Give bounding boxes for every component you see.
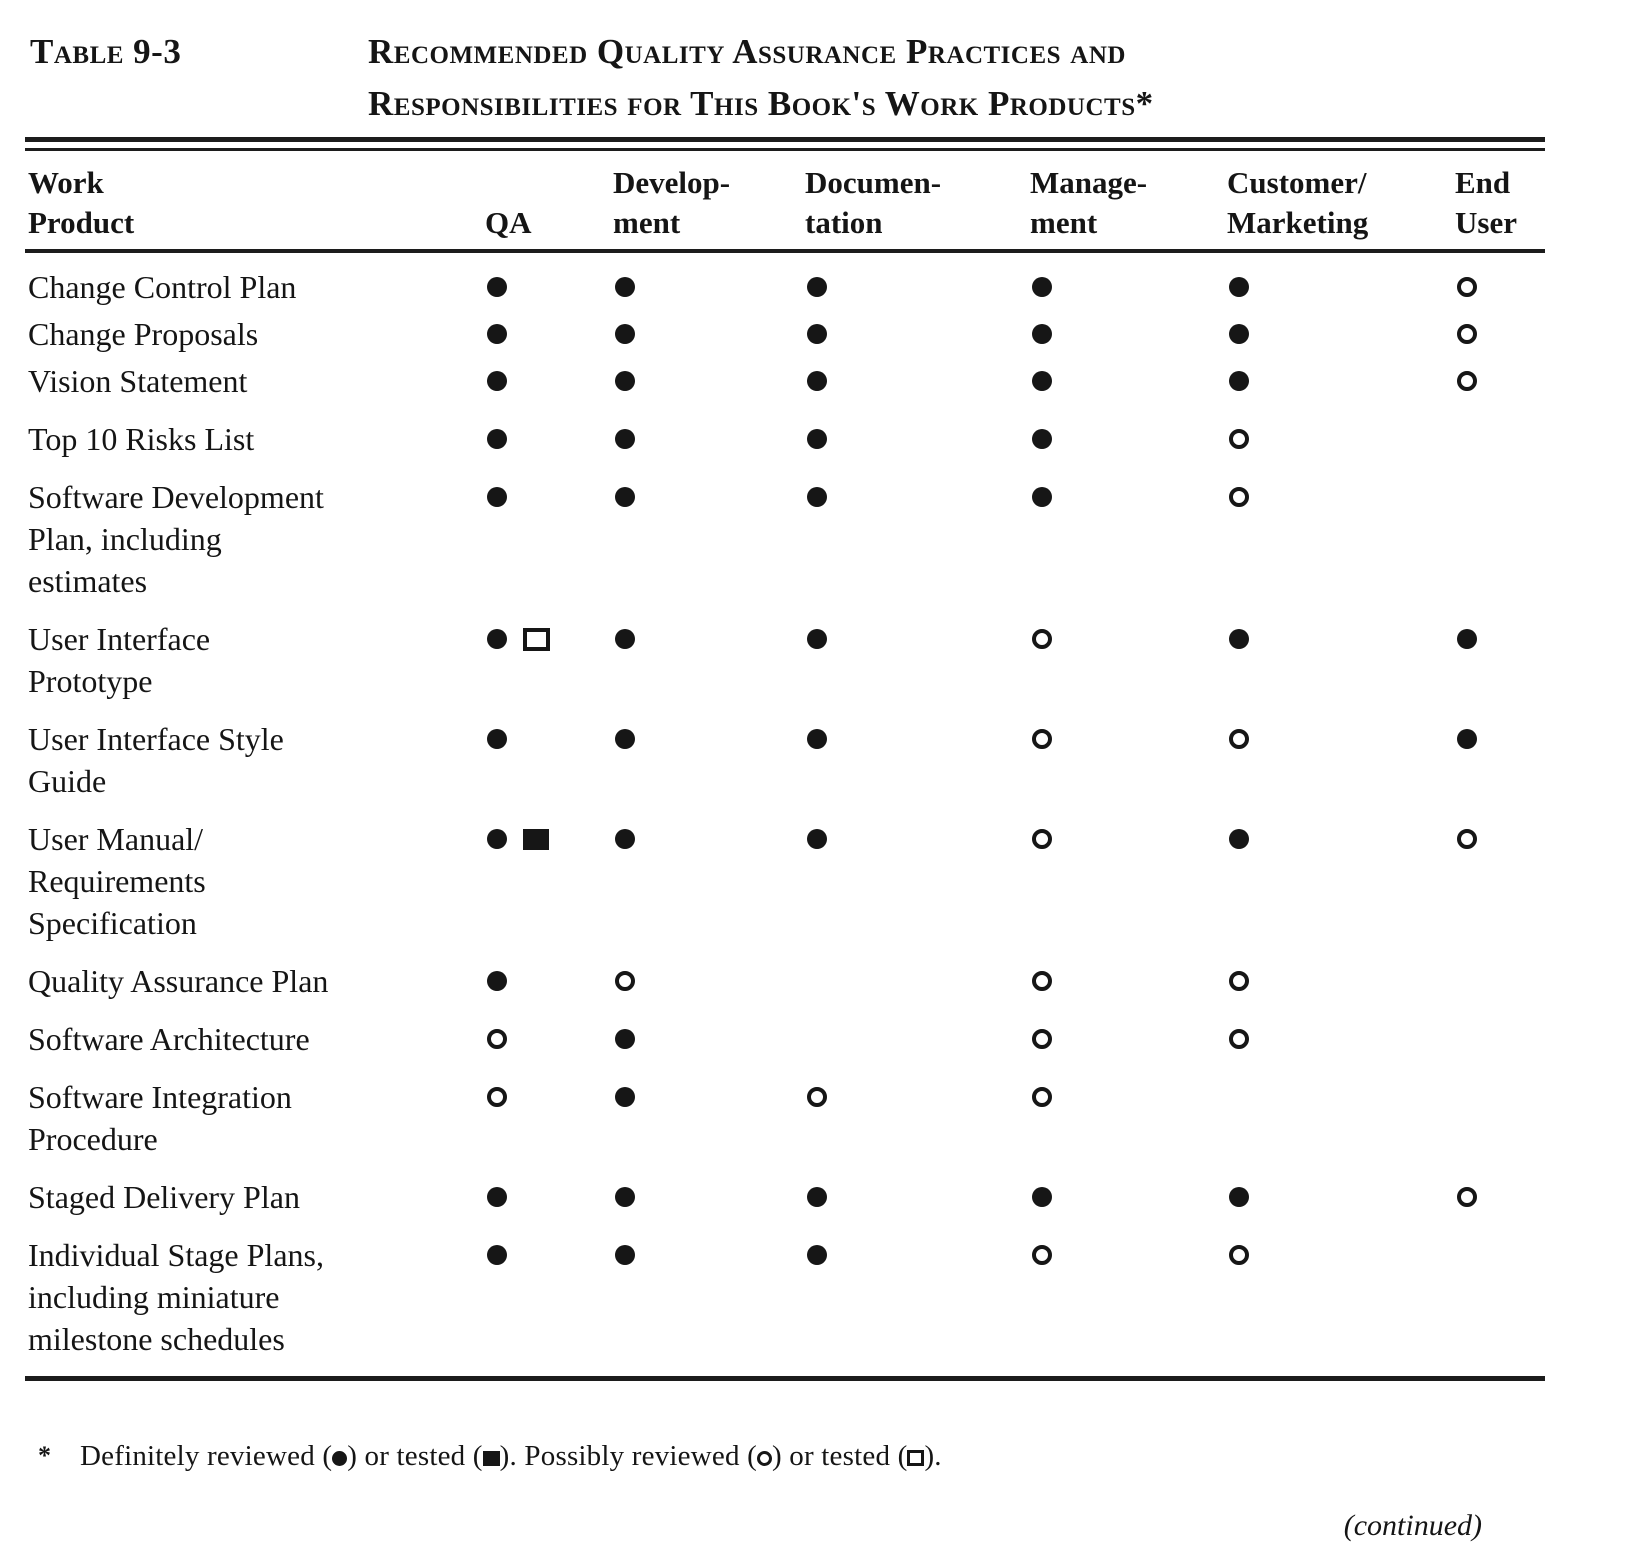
matrix-cell (480, 960, 608, 1002)
table-row (25, 1018, 1545, 1060)
matrix-cell (1025, 360, 1222, 402)
filled-circle-icon (1229, 829, 1249, 849)
header-row (25, 151, 1545, 249)
table-row (25, 1176, 1545, 1218)
matrix-cell (1025, 1234, 1222, 1276)
work-product-label: Change Control Plan (28, 269, 297, 305)
footnote (38, 1437, 1632, 1475)
open-circle-icon (1032, 829, 1052, 849)
matrix-cell (480, 1176, 608, 1218)
matrix-cell (608, 1176, 800, 1218)
filled-circle-icon (615, 371, 635, 391)
matrix-cell (608, 718, 800, 760)
open-circle-icon (1032, 629, 1052, 649)
work-product-label: Individual Stage Plans, including miniature milestone schedules (28, 1237, 324, 1357)
open-square-icon (907, 1450, 924, 1466)
table-row (25, 1076, 1545, 1160)
column-header-end-user: End User (1455, 165, 1517, 240)
matrix-cell (480, 1234, 608, 1276)
open-circle-icon (1457, 324, 1477, 344)
filled-circle-icon (807, 729, 827, 749)
column-header-customer-marketing: Customer/ Marketing (1227, 165, 1369, 240)
column-header-qa: QA (485, 205, 532, 240)
filled-circle-icon (615, 324, 635, 344)
matrix-cell (1450, 360, 1545, 402)
open-circle-icon (807, 1087, 827, 1107)
open-circle-icon (757, 1451, 772, 1466)
table-title-line-1: Recommended Quality Assurance Practices and (368, 32, 1126, 71)
filled-circle-icon (487, 277, 507, 297)
matrix-cell (480, 718, 608, 760)
table-row (25, 1234, 1545, 1360)
filled-circle-icon (1032, 277, 1052, 297)
matrix-cell (800, 1176, 1025, 1218)
work-product-label: Quality Assurance Plan (28, 963, 329, 999)
matrix-cell (1222, 618, 1450, 660)
continued-label: (continued) (1343, 1509, 1482, 1542)
matrix-cell (608, 818, 800, 860)
matrix-cell (1025, 818, 1222, 860)
matrix-cell (1450, 418, 1545, 460)
column-header-development: Develop- ment (613, 165, 731, 240)
filled-circle-icon (1457, 729, 1477, 749)
filled-circle-icon (807, 1245, 827, 1265)
matrix-cell (608, 313, 800, 355)
matrix-cell (1450, 618, 1545, 660)
filled-circle-icon (1032, 1187, 1052, 1207)
filled-circle-icon (1032, 487, 1052, 507)
matrix-cell (800, 266, 1025, 308)
matrix-cell (480, 1076, 608, 1118)
matrix-cell (1450, 818, 1545, 860)
table-title (368, 26, 1154, 130)
matrix-cell (800, 618, 1025, 660)
matrix-cell (1222, 476, 1450, 518)
filled-circle-icon (1229, 324, 1249, 344)
matrix-cell (1222, 1234, 1450, 1276)
matrix-cell (800, 1018, 1025, 1060)
work-product-label: Staged Delivery Plan (28, 1179, 300, 1215)
top-double-rule (25, 137, 1545, 151)
matrix-cell (1025, 476, 1222, 518)
filled-circle-icon (615, 1029, 635, 1049)
filled-circle-icon (807, 1187, 827, 1207)
matrix-cell (1222, 418, 1450, 460)
table-row (25, 618, 1545, 702)
open-circle-icon (487, 1029, 507, 1049)
matrix-cell (1222, 313, 1450, 355)
matrix-cell (1025, 1076, 1222, 1118)
table-row (25, 718, 1545, 802)
matrix-cell (1222, 818, 1450, 860)
filled-circle-icon (807, 629, 827, 649)
filled-circle-icon (615, 1187, 635, 1207)
matrix-cell (608, 476, 800, 518)
matrix-cell (1222, 718, 1450, 760)
table-body (0, 253, 1632, 1360)
matrix-cell (800, 313, 1025, 355)
table-row (25, 960, 1545, 1002)
matrix-cell (1222, 1076, 1450, 1118)
matrix-cell (1450, 1076, 1545, 1118)
open-circle-icon (1032, 1087, 1052, 1107)
open-circle-icon (1032, 1029, 1052, 1049)
matrix-cell (1450, 313, 1545, 355)
filled-circle-icon (487, 1245, 507, 1265)
filled-circle-icon (487, 971, 507, 991)
matrix-cell (608, 960, 800, 1002)
open-circle-icon (1229, 429, 1249, 449)
matrix-cell (800, 1234, 1025, 1276)
open-circle-icon (1032, 971, 1052, 991)
filled-square-icon (483, 1451, 500, 1466)
filled-circle-icon (487, 487, 507, 507)
filled-circle-icon (615, 629, 635, 649)
work-product-label: Software Development Plan, including estimates (28, 479, 324, 599)
matrix-cell (608, 1018, 800, 1060)
table-row (25, 818, 1545, 944)
matrix-cell (608, 266, 800, 308)
work-product-label: Vision Statement (28, 363, 248, 399)
open-circle-icon (1032, 729, 1052, 749)
filled-circle-icon (487, 1187, 507, 1207)
filled-circle-icon (487, 629, 507, 649)
filled-circle-icon (1229, 629, 1249, 649)
matrix-cell (800, 1076, 1025, 1118)
open-square-icon (523, 628, 550, 651)
footnote-text: Definitely reviewed ( ) or tested ( ). Possibly reviewed ( ) or tested ( ). (80, 1440, 942, 1472)
filled-circle-icon (487, 829, 507, 849)
matrix-cell (1450, 1176, 1545, 1218)
matrix-cell (1450, 1018, 1545, 1060)
open-circle-icon (1457, 829, 1477, 849)
work-product-label: User Manual/ Requirements Specification (28, 821, 206, 941)
matrix-cell (480, 266, 608, 308)
matrix-cell (1025, 313, 1222, 355)
filled-circle-icon (807, 324, 827, 344)
filled-circle-icon (1229, 277, 1249, 297)
open-circle-icon (1032, 1245, 1052, 1265)
open-circle-icon (1229, 1245, 1249, 1265)
filled-circle-icon (1032, 371, 1052, 391)
open-circle-icon (1229, 1029, 1249, 1049)
matrix-cell (1222, 266, 1450, 308)
open-circle-icon (1229, 487, 1249, 507)
work-product-label: Top 10 Risks List (28, 421, 255, 457)
column-header-documentation: Documen- tation (805, 165, 942, 240)
matrix-cell (1025, 718, 1222, 760)
open-circle-icon (487, 1087, 507, 1107)
filled-circle-icon (1032, 324, 1052, 344)
work-product-label: User Interface Style Guide (28, 721, 284, 799)
matrix-cell (480, 360, 608, 402)
work-product-label: User Interface Prototype (28, 621, 211, 699)
filled-circle-icon (1032, 429, 1052, 449)
matrix-cell (480, 818, 608, 860)
bottom-rule (25, 1376, 1545, 1381)
filled-circle-icon (332, 1451, 347, 1466)
filled-circle-icon (807, 429, 827, 449)
matrix-cell (1450, 960, 1545, 1002)
work-product-label: Software Architecture (28, 1021, 310, 1057)
filled-circle-icon (487, 729, 507, 749)
matrix-cell (1450, 476, 1545, 518)
filled-circle-icon (615, 829, 635, 849)
open-circle-icon (1229, 729, 1249, 749)
matrix-cell (800, 718, 1025, 760)
matrix-cell (480, 476, 608, 518)
matrix-cell (608, 360, 800, 402)
filled-circle-icon (487, 324, 507, 344)
filled-circle-icon (615, 487, 635, 507)
table-row (25, 266, 1545, 308)
matrix-cell (1450, 1234, 1545, 1276)
matrix-cell (480, 618, 608, 660)
matrix-cell (480, 1018, 608, 1060)
filled-circle-icon (1229, 371, 1249, 391)
table-number-label: Table 9-3 (30, 32, 182, 71)
filled-circle-icon (807, 371, 827, 391)
matrix-cell (800, 418, 1025, 460)
table-row (25, 418, 1545, 460)
matrix-cell (800, 360, 1025, 402)
matrix-cell (1222, 1176, 1450, 1218)
filled-circle-icon (615, 1245, 635, 1265)
matrix-cell (1025, 960, 1222, 1002)
filled-circle-icon (615, 429, 635, 449)
filled-circle-icon (1229, 1187, 1249, 1207)
filled-circle-icon (807, 277, 827, 297)
work-product-label: Software Integration Procedure (28, 1079, 292, 1157)
matrix-cell (1450, 718, 1545, 760)
filled-circle-icon (487, 371, 507, 391)
matrix-cell (1025, 418, 1222, 460)
matrix-cell (1222, 1018, 1450, 1060)
matrix-cell (608, 1076, 800, 1118)
matrix-cell (800, 476, 1025, 518)
matrix-cell (800, 960, 1025, 1002)
matrix-cell (1222, 960, 1450, 1002)
open-circle-icon (1229, 971, 1249, 991)
filled-square-icon (523, 829, 549, 850)
open-circle-icon (1457, 277, 1477, 297)
matrix-cell (1025, 618, 1222, 660)
matrix-cell (1025, 1018, 1222, 1060)
column-header-management: Manage- ment (1030, 165, 1148, 240)
table-row (25, 360, 1545, 402)
matrix-cell (480, 313, 608, 355)
matrix-cell (1025, 1176, 1222, 1218)
matrix-cell (1450, 266, 1545, 308)
open-circle-icon (1457, 371, 1477, 391)
filled-circle-icon (807, 487, 827, 507)
filled-circle-icon (807, 829, 827, 849)
filled-circle-icon (1457, 629, 1477, 649)
matrix-cell (800, 818, 1025, 860)
table-row (25, 476, 1545, 602)
open-circle-icon (1457, 1187, 1477, 1207)
work-product-label: Change Proposals (28, 316, 259, 352)
matrix-cell (608, 1234, 800, 1276)
table-title-line-2: Responsibilities for This Book's Work Products* (368, 84, 1154, 123)
footnote-marker: * (38, 1441, 51, 1470)
open-circle-icon (615, 971, 635, 991)
filled-circle-icon (615, 729, 635, 749)
filled-circle-icon (615, 1087, 635, 1107)
table-row (25, 313, 1545, 355)
filled-circle-icon (487, 429, 507, 449)
filled-circle-icon (615, 277, 635, 297)
matrix-cell (608, 418, 800, 460)
matrix-cell (1025, 266, 1222, 308)
matrix-cell (1222, 360, 1450, 402)
matrix-cell (480, 418, 608, 460)
column-header-work-product: Work Product (28, 165, 135, 240)
table-caption (0, 0, 1632, 130)
matrix-cell (608, 618, 800, 660)
